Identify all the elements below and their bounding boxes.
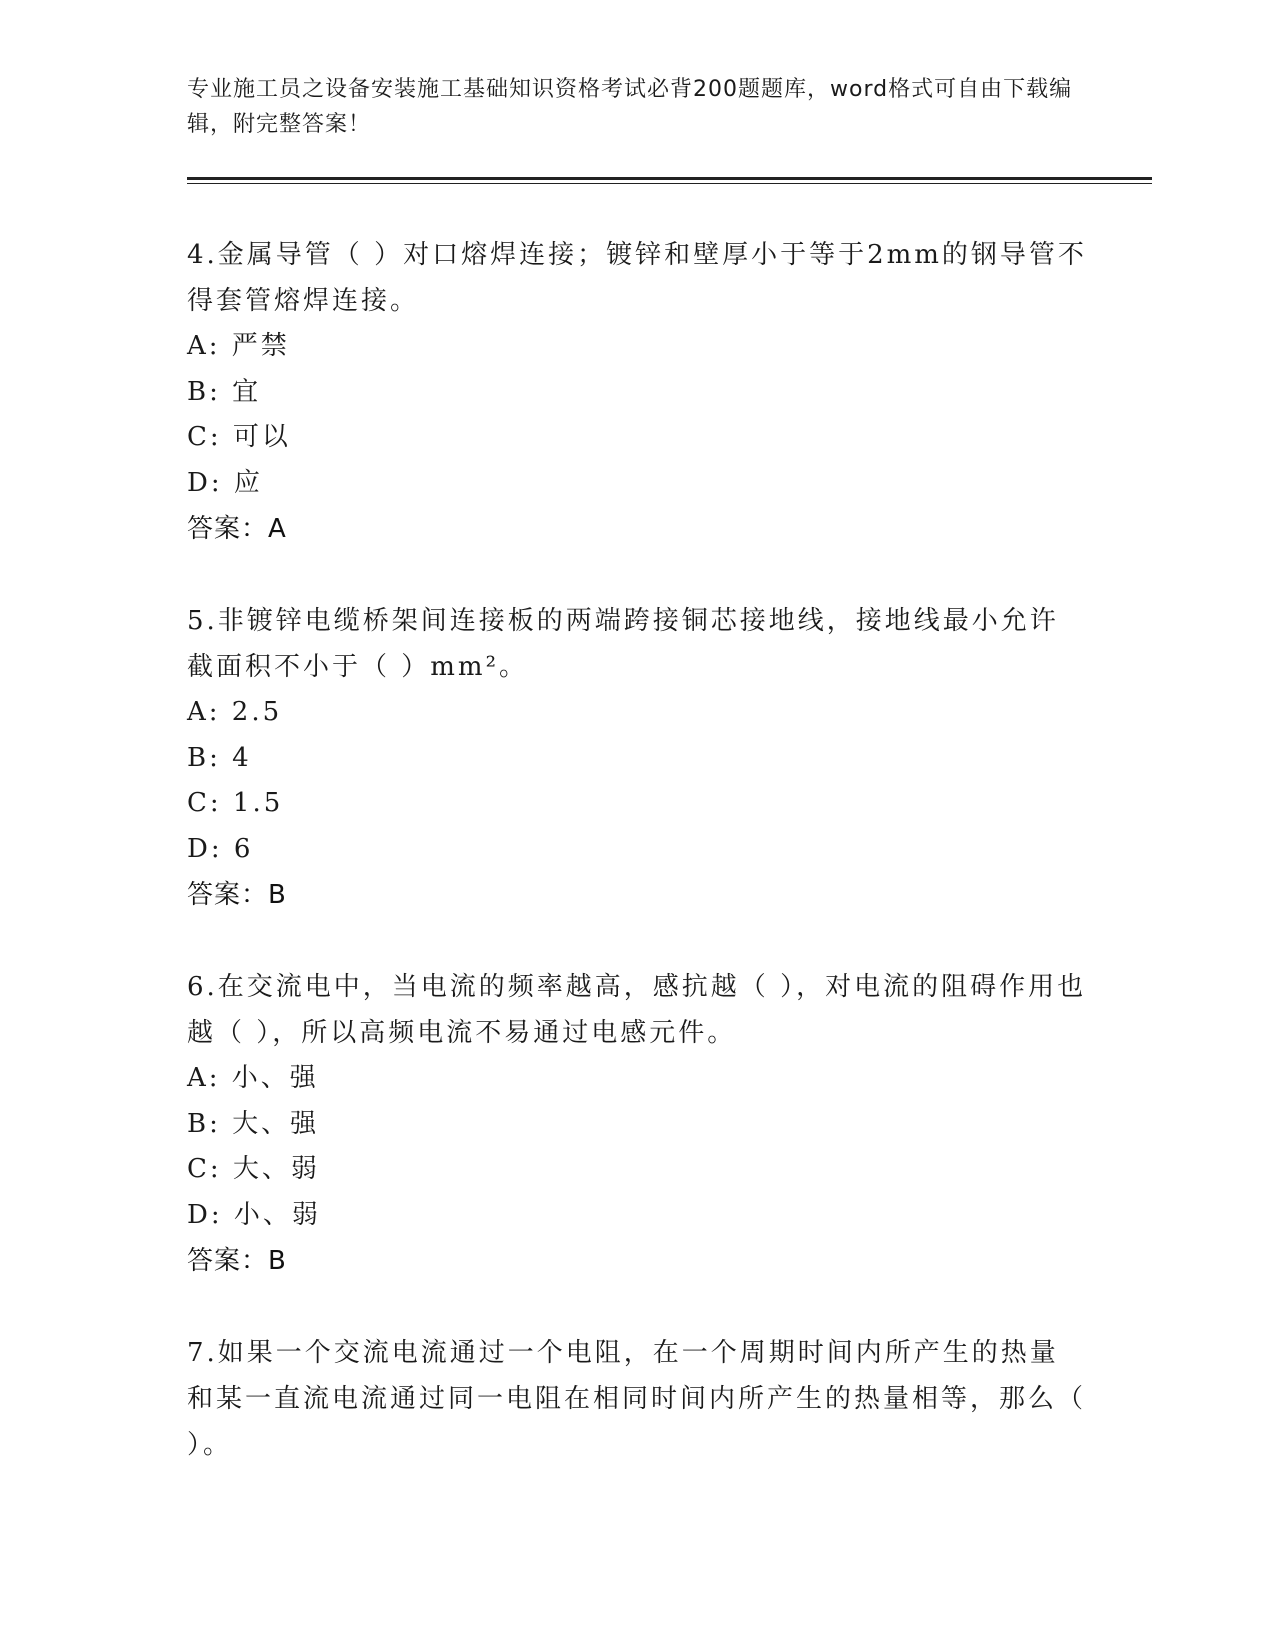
question-7 [187,1330,1098,1468]
question-6 [187,964,1087,1284]
option-b: B: 大、强 [187,1108,320,1139]
option-b: B: 宜 [187,376,262,407]
option-d: D: 6 [187,833,254,864]
answer-label: 答案：B [187,880,287,910]
option-d: D: 小、弱 [187,1199,321,1230]
option-a: A: 2.5 [187,697,283,727]
option-b: B: 4 [187,742,252,773]
header-divider-thick [187,177,1152,180]
option-c: C: 可以 [187,422,291,452]
question-stem: 5.非镀锌电缆桥架间连接板的两端跨接铜芯接地线，接地线最小允许截面积不小于（ ）mm²。 [187,606,1059,682]
question-stem: 4.金属导管（ ）对口熔焊连接；镀锌和壁厚小于等于2mm的钢导管不得套管熔焊连接。 [187,240,1087,316]
option-d: D: 应 [187,467,263,498]
answer-label: 答案：B [187,1246,287,1276]
option-a: A: 严禁 [187,331,290,361]
header-divider-thin [187,183,1152,184]
document-header: 专业施工员之设备安装施工基础知识资格考试必背200题题库，word格式可自由下载编辑，附完整答案！ [187,77,1073,137]
option-a: A: 小、强 [187,1063,319,1093]
question-4 [187,232,1087,552]
option-c: C: 1.5 [187,788,284,818]
question-stem: 7.如果一个交流电流通过一个电阻，在一个周期时间内所产生的热量和某一直流电流通过同一电阻在相同时间内所产生的热量相等，那么（ ）。 [187,1338,1098,1460]
question-5 [187,598,1087,918]
question-list [187,232,1098,1514]
answer-label: 答案：A [187,514,287,544]
option-c: C: 大、弱 [187,1154,320,1184]
question-stem: 6.在交流电中，当电流的频率越高，感抗越（ ），对电流的阻碍作用也越（ ），所以高频电流不易通过电感元件。 [187,972,1087,1048]
